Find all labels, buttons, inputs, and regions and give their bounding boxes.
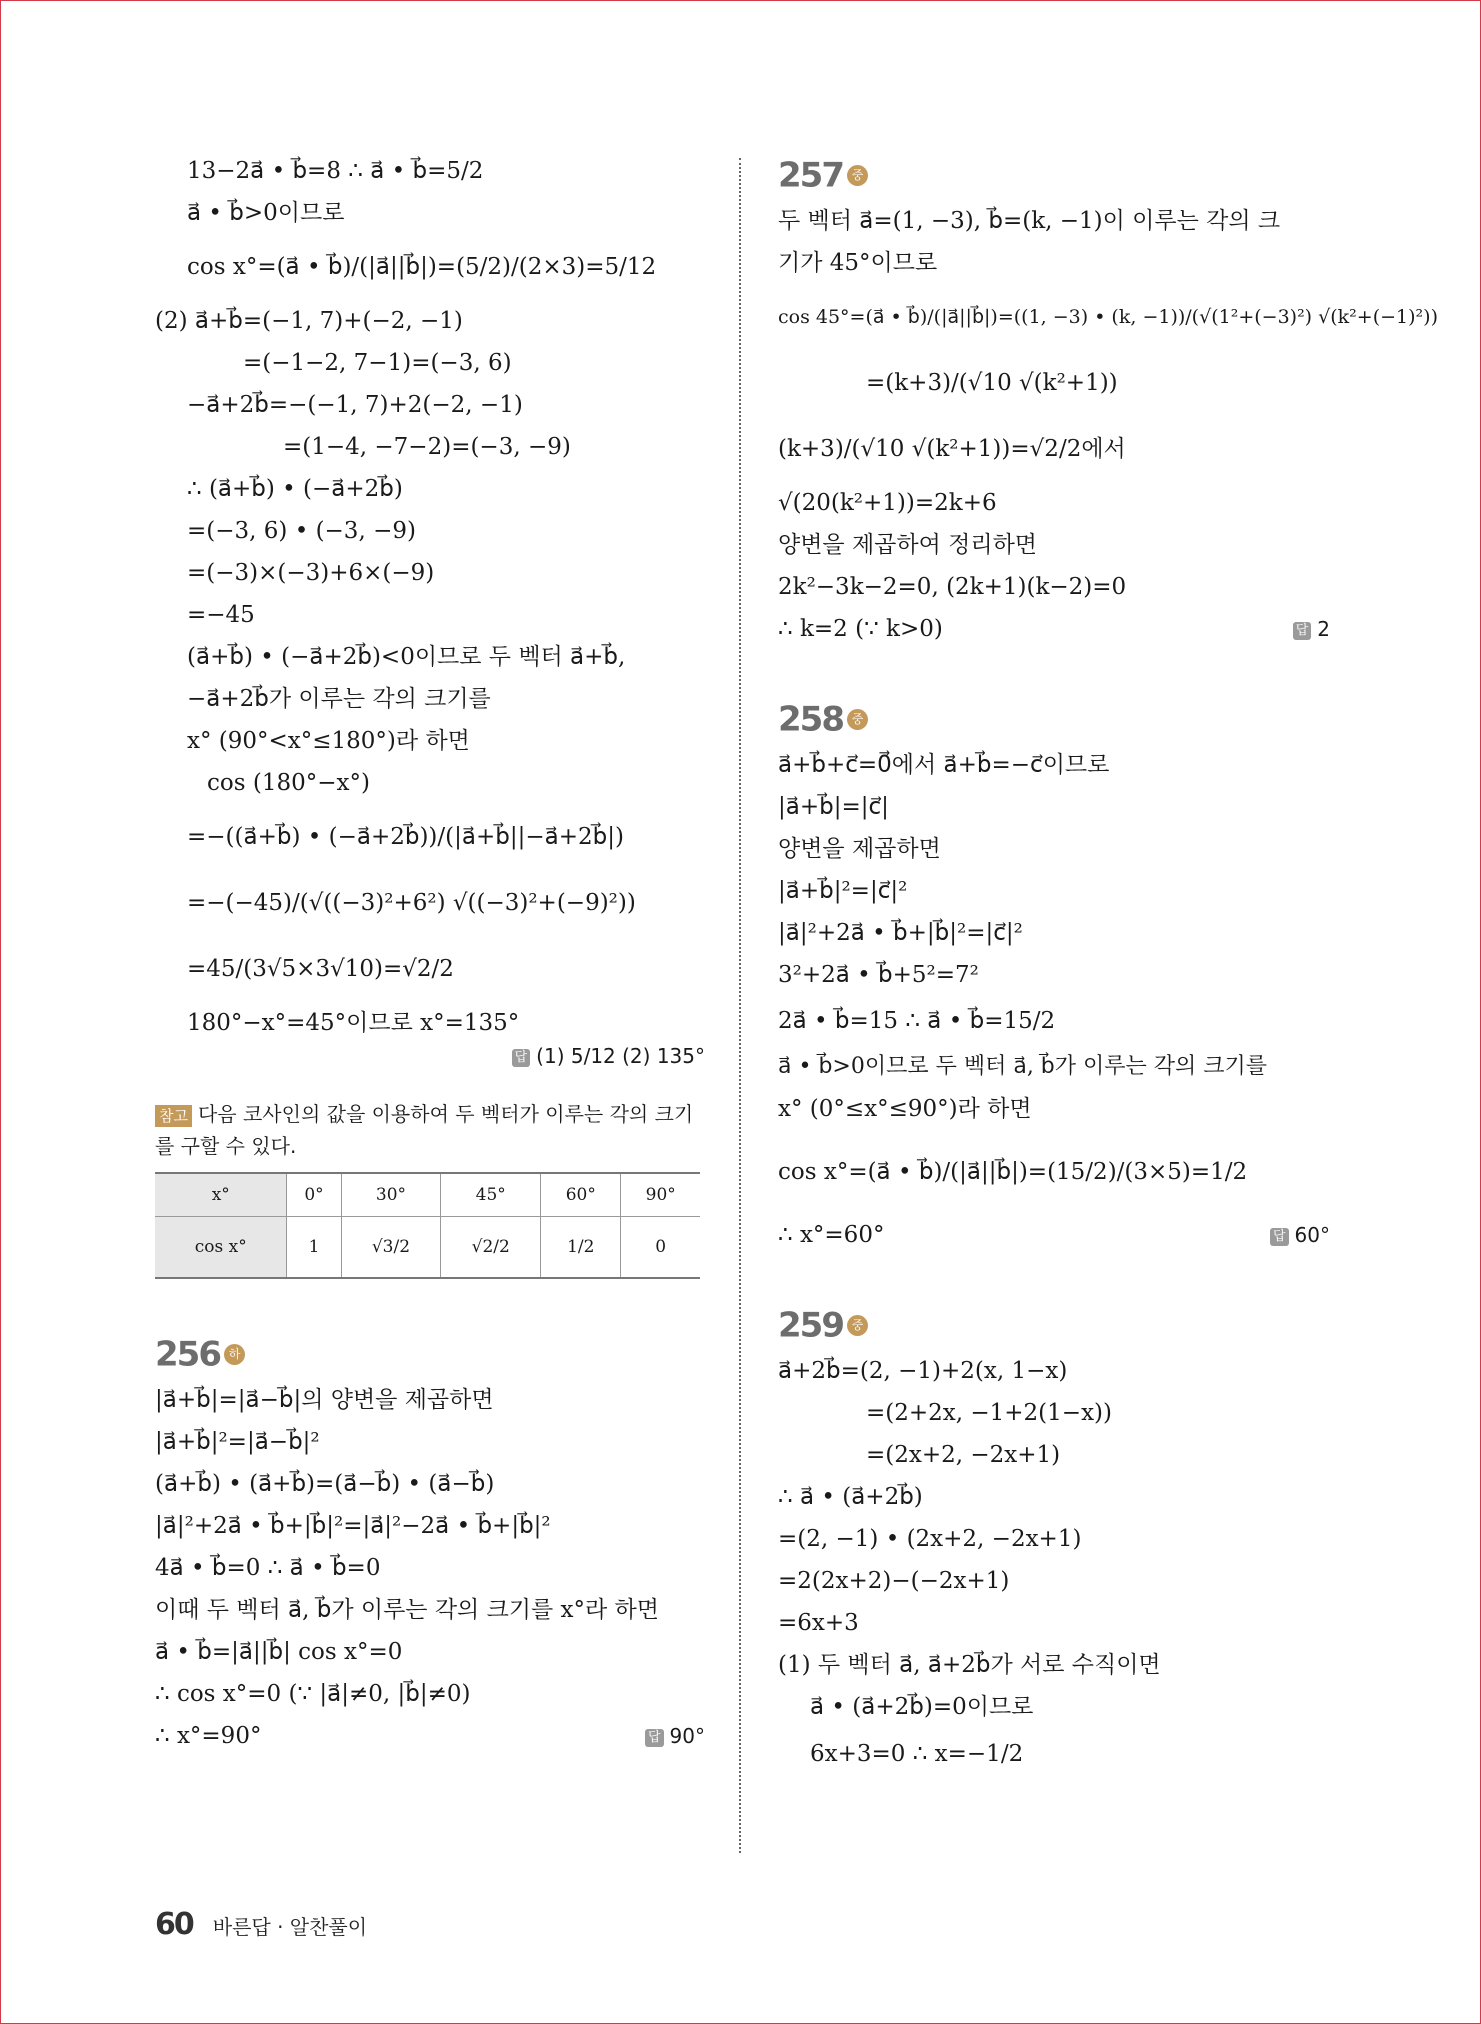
solution-line: a⃗ • (a⃗+2b⃗)=0이므로 bbox=[810, 1694, 1034, 1720]
solution-line: 13−2a⃗ • b⃗=8 ∴ a⃗ • b⃗=5/2 bbox=[187, 158, 484, 184]
table-row bbox=[155, 1217, 700, 1279]
answer-badge: 답 bbox=[645, 1729, 664, 1747]
problem-header-259 bbox=[778, 1300, 1330, 1350]
solution-line: ∴ cos x°=0 (∵ |a⃗|≠0, |b⃗|≠0) bbox=[155, 1681, 471, 1707]
table-header-cell: 30° bbox=[341, 1173, 441, 1217]
table-header-cell: x° bbox=[155, 1173, 287, 1217]
solution-line: a⃗ • b⃗>0이므로 bbox=[187, 200, 345, 226]
table-cell: 1/2 bbox=[541, 1217, 621, 1279]
solution-line: 3²+2a⃗ • b⃗+5²=7² bbox=[778, 962, 979, 988]
answer: 답 2 bbox=[1293, 608, 1330, 650]
solution-line: =(−3)×(−3)+6×(−9) bbox=[187, 560, 435, 586]
table-cell: √3/2 bbox=[341, 1217, 441, 1279]
solution-line: x° (90°<x°≤180°)라 하면 bbox=[187, 728, 470, 754]
solution-line: |a⃗|²+2a⃗ • b⃗+|b⃗|²=|a⃗|²−2a⃗ • b⃗+|b⃗|² bbox=[155, 1513, 551, 1539]
solution-line: cos x°=(a⃗ • b⃗)/(|a⃗||b⃗|)=(15/2)/(3×5)=1/2 bbox=[778, 1159, 1248, 1185]
solution-line: a⃗+2b⃗=(2, −1)+2(x, 1−x) bbox=[778, 1358, 1068, 1384]
solution-line: =−((a⃗+b⃗) • (−a⃗+2b⃗))/(|a⃗+b⃗||−a⃗+2b⃗|) bbox=[187, 824, 624, 850]
solution-line: 6x+3=0 ∴ x=−1/2 bbox=[810, 1741, 1024, 1767]
answer: 답 (1) 5/12 (2) 135° bbox=[512, 1044, 705, 1068]
solution-line: 4a⃗ • b⃗=0 ∴ a⃗ • b⃗=0 bbox=[155, 1555, 381, 1581]
left-column bbox=[155, 150, 705, 1757]
solution-line: 양변을 제곱하면 bbox=[778, 836, 941, 862]
problem-number: 257 bbox=[778, 155, 843, 196]
difficulty-badge: 하 bbox=[224, 1344, 245, 1365]
solution-line: =(2, −1) • (2x+2, −2x+1) bbox=[778, 1526, 1082, 1552]
table-row bbox=[155, 1173, 700, 1217]
solution-line: =−(−45)/(√((−3)²+6²) √((−3)²+(−9)²)) bbox=[187, 890, 636, 916]
solution-line: cos (180°−x°) bbox=[207, 770, 370, 796]
solution-line: 180°−x°=45°이므로 x°=135° bbox=[187, 1010, 520, 1036]
solution-line: =(−3, 6) • (−3, −9) bbox=[187, 518, 416, 544]
solution-line: ∴ a⃗ • (a⃗+2b⃗) bbox=[778, 1484, 923, 1510]
difficulty-badge: 중 bbox=[847, 709, 868, 730]
solution-line: |a⃗+b⃗|=|c⃗| bbox=[778, 794, 889, 820]
solution-line: cos x°=(a⃗ • b⃗)/(|a⃗||b⃗|)=(5/2)/(2×3)=5/12 bbox=[187, 254, 657, 280]
answer-row-255 bbox=[155, 1044, 705, 1088]
note-badge: 참고 bbox=[155, 1105, 192, 1127]
solution-line: =(k+3)/(√10 √(k²+1)) bbox=[866, 370, 1118, 396]
solution-line: ∴ k=2 (∵ k>0) 답 2 bbox=[778, 608, 1330, 650]
page-footer bbox=[155, 1905, 367, 1945]
table-header-cell: 90° bbox=[621, 1173, 700, 1217]
solution-line: =(−1−2, 7−1)=(−3, 6) bbox=[243, 350, 512, 376]
answer: 답 90° bbox=[645, 1715, 705, 1757]
solution-line: (a⃗+b⃗) • (−a⃗+2b⃗)<0이므로 두 벡터 a⃗+b⃗, bbox=[187, 644, 626, 670]
solution-line: 2k²−3k−2=0, (2k+1)(k−2)=0 bbox=[778, 574, 1127, 600]
solution-line: 양변을 제곱하여 정리하면 bbox=[778, 532, 1038, 558]
problem-header-256 bbox=[155, 1329, 705, 1379]
answer-badge: 답 bbox=[1293, 622, 1312, 640]
solution-line: (k+3)/(√10 √(k²+1))=√2/2에서 bbox=[778, 436, 1126, 462]
solution-line: =(2+2x, −1+2(1−x)) bbox=[866, 1400, 1112, 1426]
problem-number: 259 bbox=[778, 1305, 843, 1346]
solution-line: 두 벡터 a⃗=(1, −3), b⃗=(k, −1)이 이루는 각의 크 bbox=[778, 208, 1281, 234]
table-cell: 0 bbox=[621, 1217, 700, 1279]
cosine-table bbox=[155, 1172, 700, 1279]
solution-line: |a⃗+b⃗|²=|c⃗|² bbox=[778, 878, 908, 904]
solution-line: −a⃗+2b⃗=−(−1, 7)+2(−2, −1) bbox=[187, 392, 523, 418]
table-header-cell: 0° bbox=[287, 1173, 341, 1217]
solution-line: =6x+3 bbox=[778, 1610, 859, 1636]
difficulty-badge: 중 bbox=[847, 165, 868, 186]
solution-line: 이때 두 벡터 a⃗, b⃗가 이루는 각의 크기를 x°라 하면 bbox=[155, 1597, 659, 1623]
solution-line: 기가 45°이므로 bbox=[778, 250, 938, 276]
solution-line: (a⃗+b⃗) • (a⃗+b⃗)=(a⃗−b⃗) • (a⃗−b⃗) bbox=[155, 1471, 495, 1497]
problem-number: 258 bbox=[778, 699, 843, 740]
problem-number: 256 bbox=[155, 1334, 220, 1375]
answer: 답 60° bbox=[1270, 1214, 1330, 1256]
book-title: 바른답 · 알찬풀이 bbox=[212, 1915, 368, 1939]
solution-line: −a⃗+2b⃗가 이루는 각의 크기를 bbox=[187, 686, 491, 712]
solution-line: =(2x+2, −2x+1) bbox=[866, 1442, 1061, 1468]
solution-line: √(20(k²+1))=2k+6 bbox=[778, 490, 997, 516]
solution-line: a⃗+b⃗+c⃗=0⃗에서 a⃗+b⃗=−c⃗이므로 bbox=[778, 752, 1110, 778]
solution-line: a⃗ • b⃗>0이므로 두 벡터 a⃗, b⃗가 이루는 각의 크기를 bbox=[778, 1054, 1268, 1079]
problem-header-257 bbox=[778, 150, 1330, 200]
right-column bbox=[778, 150, 1438, 1780]
table-cell: cos x° bbox=[155, 1217, 287, 1279]
solution-line: cos 45°=(a⃗ • b⃗)/(|a⃗||b⃗|)=((1, −3) • (k, −1))/(√(1²+(−3)²) √(k²+(−1)²)) bbox=[778, 306, 1438, 328]
solution-line: (2) a⃗+b⃗=(−1, 7)+(−2, −1) bbox=[155, 308, 463, 334]
solution-line: (1) 두 벡터 a⃗, a⃗+2b⃗가 서로 수직이면 bbox=[778, 1652, 1161, 1678]
note-text: 다음 코사인의 값을 이용하여 두 벡터가 이루는 각의 크기를 구할 수 있다. bbox=[155, 1102, 694, 1158]
solution-line: x° (0°≤x°≤90°)라 하면 bbox=[778, 1096, 1032, 1122]
solution-line: |a⃗|²+2a⃗ • b⃗+|b⃗|²=|c⃗|² bbox=[778, 920, 1023, 946]
solution-line: =(1−4, −7−2)=(−3, −9) bbox=[283, 434, 571, 460]
solution-line: =2(2x+2)−(−2x+1) bbox=[778, 1568, 1010, 1594]
solution-line: |a⃗+b⃗|=|a⃗−b⃗|의 양변을 제곱하면 bbox=[155, 1387, 494, 1413]
answer-badge: 답 bbox=[1270, 1228, 1289, 1246]
solution-line: ∴ x°=60° 답 60° bbox=[778, 1214, 1330, 1256]
solution-line: |a⃗+b⃗|²=|a⃗−b⃗|² bbox=[155, 1429, 320, 1455]
column-divider bbox=[739, 158, 741, 1853]
solution-line: a⃗ • b⃗=|a⃗||b⃗| cos x°=0 bbox=[155, 1639, 403, 1665]
solution-line: =45/(3√5×3√10)=√2/2 bbox=[187, 956, 454, 982]
table-header-cell: 60° bbox=[541, 1173, 621, 1217]
solution-line: =−45 bbox=[187, 602, 255, 628]
note-box bbox=[155, 1098, 705, 1162]
table-cell: √2/2 bbox=[441, 1217, 541, 1279]
table-header-cell: 45° bbox=[441, 1173, 541, 1217]
table-cell: 1 bbox=[287, 1217, 341, 1279]
page-number: 60 bbox=[155, 1907, 193, 1942]
problem-header-258 bbox=[778, 694, 1330, 744]
difficulty-badge: 중 bbox=[847, 1315, 868, 1336]
solution-line: 2a⃗ • b⃗=15 ∴ a⃗ • b⃗=15/2 bbox=[778, 1008, 1056, 1034]
solution-line: ∴ x°=90° 답 90° bbox=[155, 1715, 705, 1757]
solution-line: ∴ (a⃗+b⃗) • (−a⃗+2b⃗) bbox=[187, 476, 403, 502]
answer-badge: 답 bbox=[512, 1049, 531, 1067]
